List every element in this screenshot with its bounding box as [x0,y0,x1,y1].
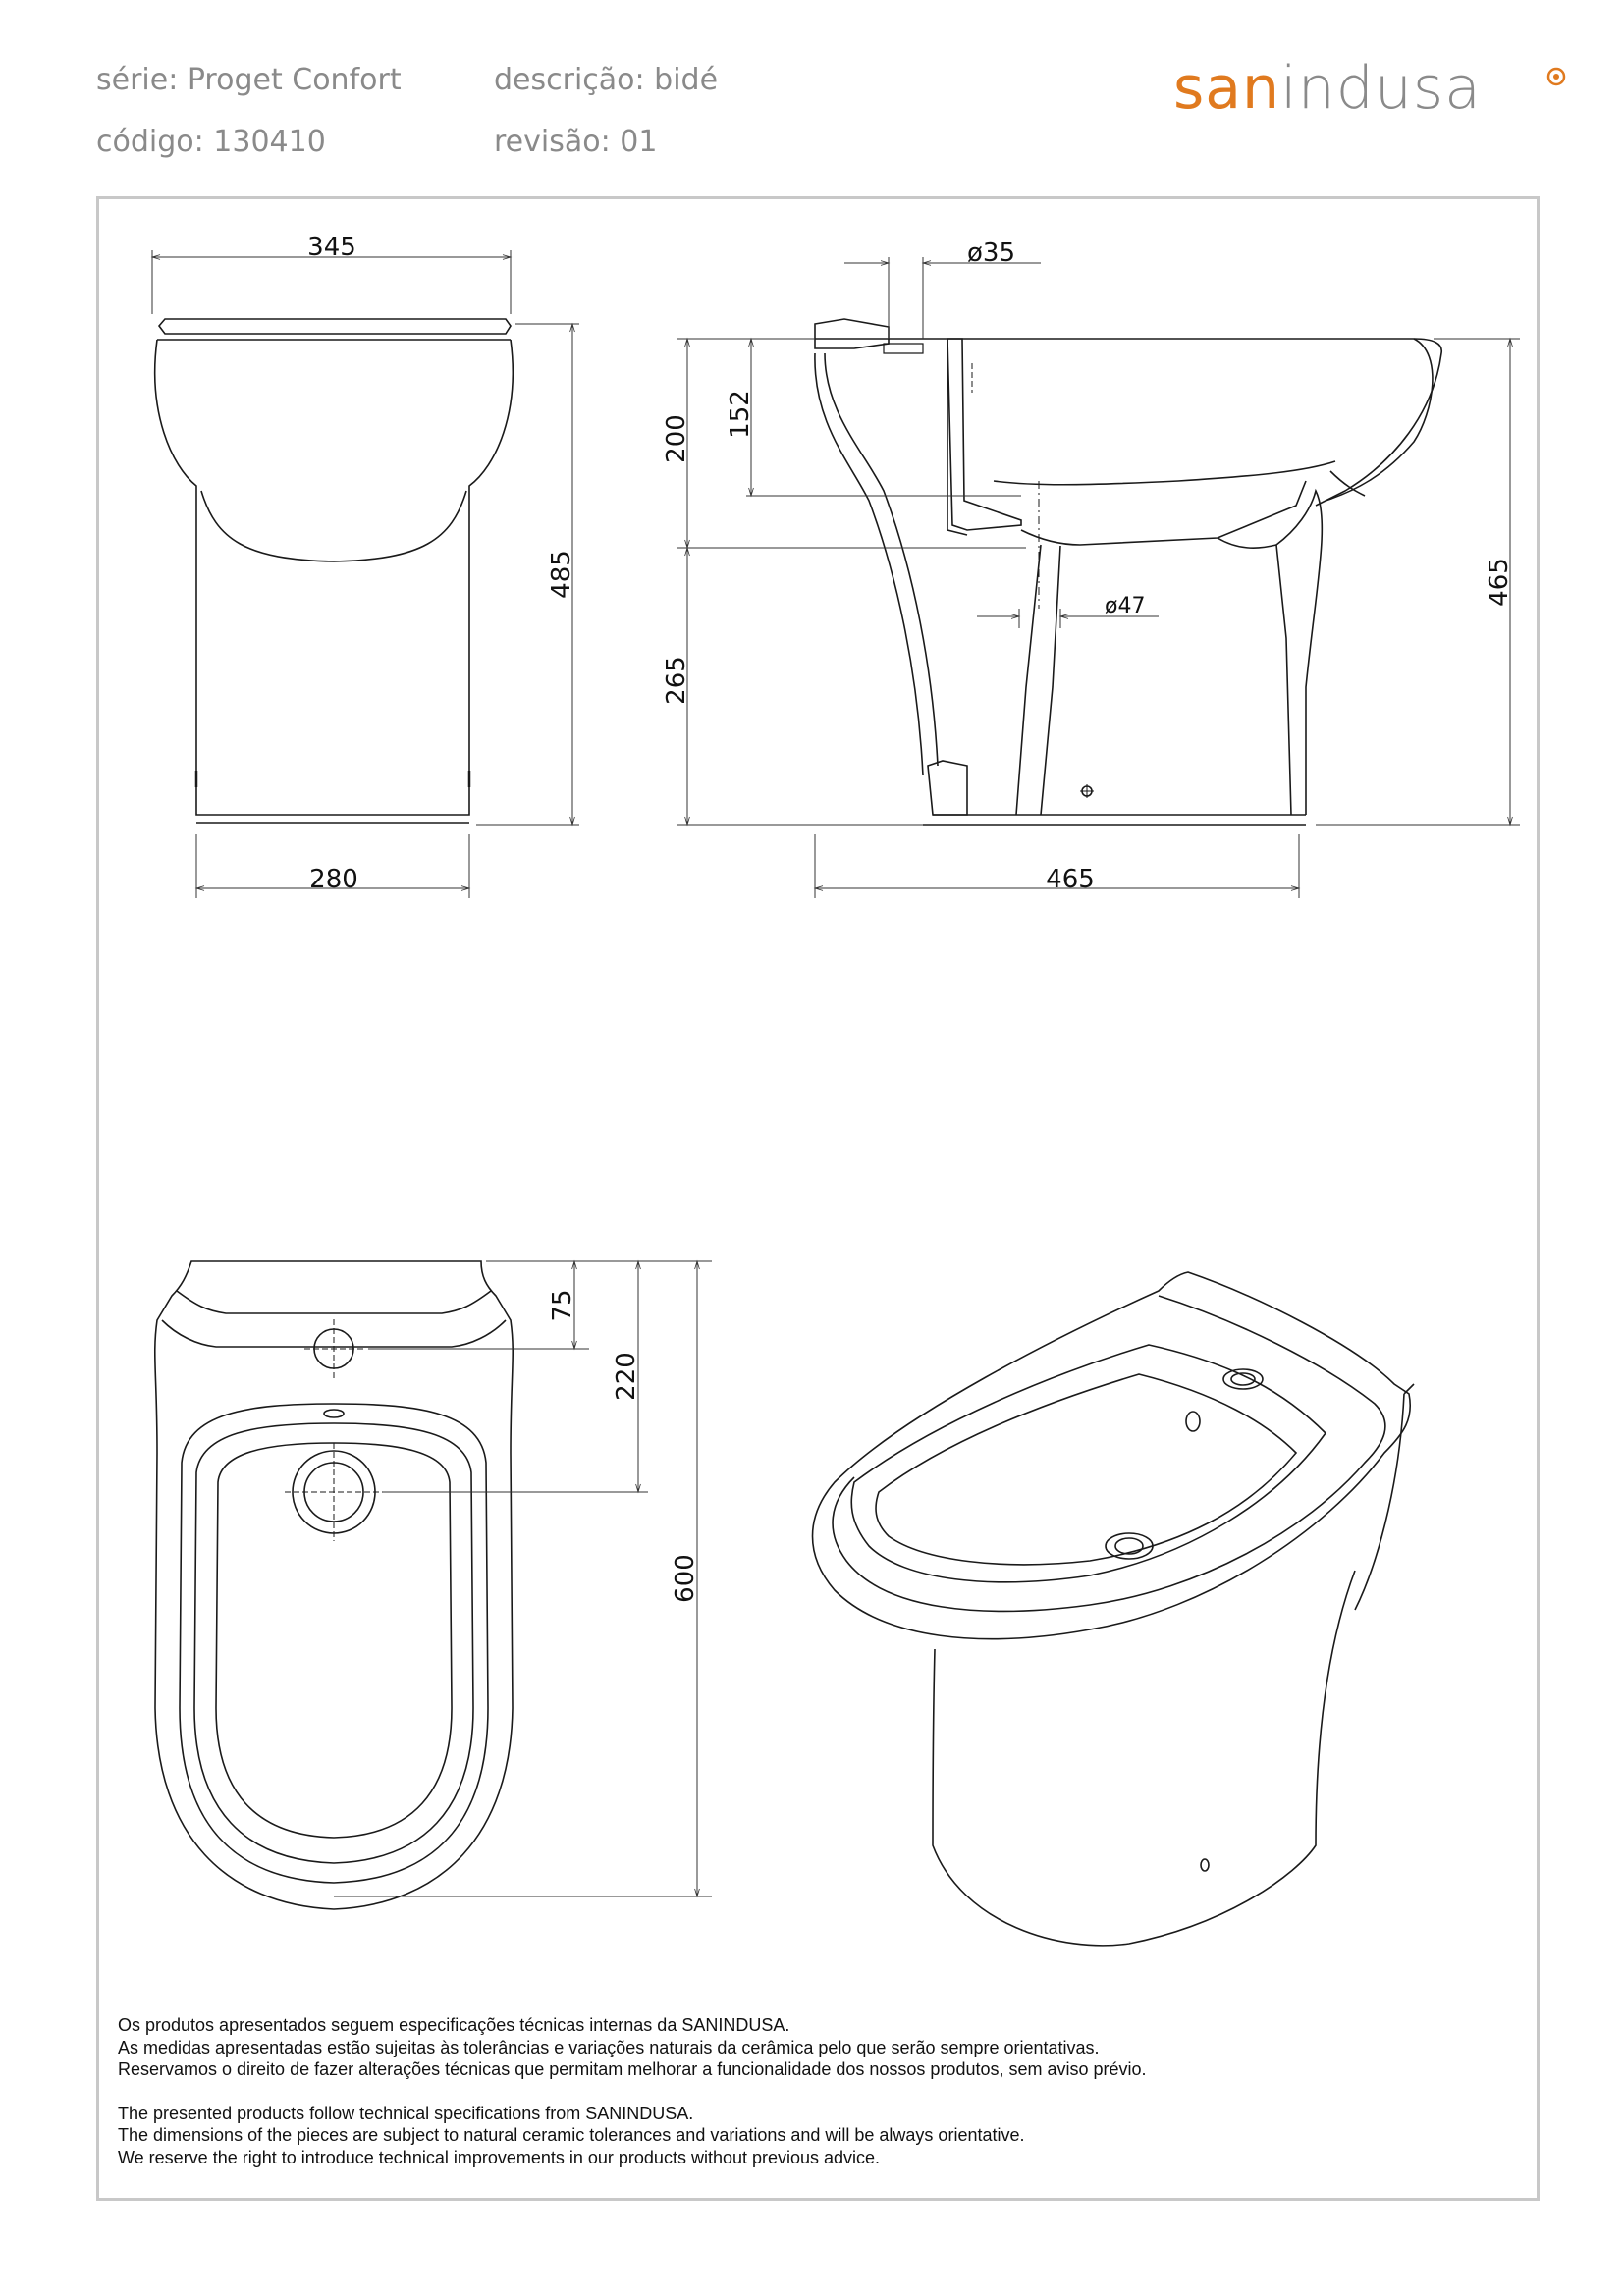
front-view [155,319,514,823]
series-label: série: Proget Confort [96,63,402,97]
dim-plan-drain-offset: 220 [612,1352,641,1401]
dim-waste-diameter: ø47 [1105,594,1146,618]
description-label: descrição: bidé [494,63,719,97]
dim-pipe-diameter: ø35 [967,239,1015,268]
note-pt-1: Os produtos apresentados seguem especificações técnicas internas da SANINDUSA. [118,2015,790,2035]
note-en-1: The presented products follow technical specifications from SANINDUSA. [118,2103,694,2123]
note-en-3: We reserve the right to introduce technical improvements in our products without previous advice. [118,2147,881,2167]
perspective-view [813,1272,1415,1946]
revision-label: revisão: 01 [494,125,658,159]
dim-front-top-width: 345 [307,233,356,262]
note-en-2: The dimensions of the pieces are subject to natural ceramic tolerances and variations and will be always orientative. [118,2125,1025,2145]
logo-part-san: san [1173,54,1281,123]
code-label: código: 130410 [96,125,326,159]
disclaimer-notes [118,2014,1147,2168]
dim-section-depth: 465 [1046,865,1095,894]
dim-section-upper: 200 [662,414,691,463]
dim-plan-tap-offset: 75 [548,1289,577,1322]
dim-plan-length: 600 [671,1554,700,1603]
dim-section-height: 465 [1485,558,1514,607]
dim-section-lower: 265 [662,656,691,705]
logo-part-indusa: indusa [1280,54,1482,123]
section-view [815,319,1441,825]
dim-front-base-width: 280 [309,865,358,894]
dim-front-height: 485 [547,550,576,599]
plan-view [155,1261,513,1909]
note-pt-3: Reservamos o direito de fazer alterações técnicas que permitam melhorar a funcionalidade dos nossos produtos, sem aviso prévio. [118,2059,1147,2079]
note-pt-2: As medidas apresentadas estão sujeitas às tolerâncias e variações naturais da cerâmica pelo que serão sempre orientativas. [118,2037,1100,2057]
dim-section-inner: 152 [726,390,755,439]
